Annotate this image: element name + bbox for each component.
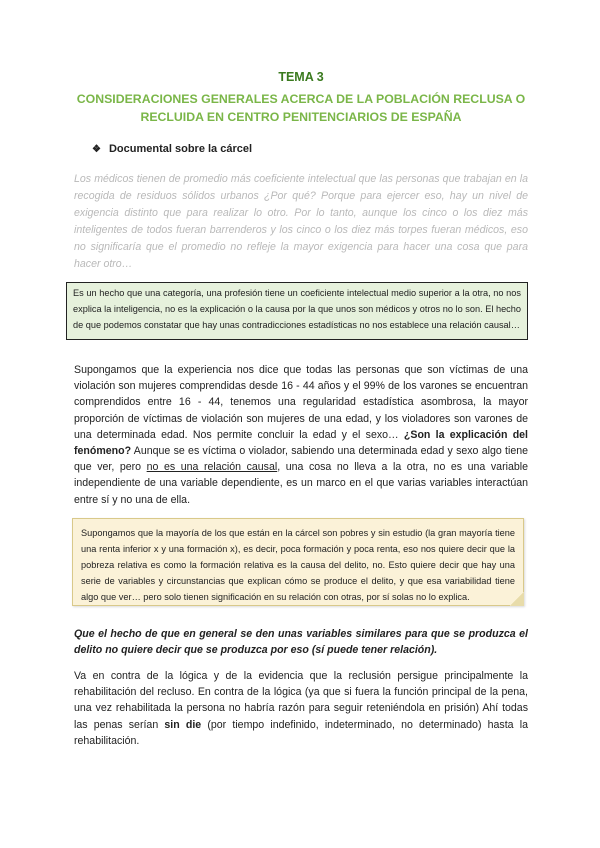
page-curl-icon (510, 592, 524, 606)
green-note-box: Es un hecho que una categoría, una profesión tiene un coeficiente intelectual medio superior a la otra, no nos explica la inteligencia, no es la explicación o la causa por la que unos son médicos y otros no lo son. El hecho de que podemos constatar que hay unas contradicciones estadísticas no nos establece una relación causal… (66, 282, 528, 340)
paragraph-text: (por tiempo indefinido, indeterminado, no determinado) hasta la rehabilitación. (74, 718, 528, 747)
diamond-bullet-icon: ❖ (92, 143, 101, 155)
bold-question: ¿Son la explicación del fenómeno? (74, 428, 528, 458)
faded-paragraph: Los médicos tienen de promedio más coeficiente intelectual que las personas que trabajan en la recogida de residuos sólidos urbanos ¿Por qué? Porque para ejercer eso, hay un nivel de exigencia distinto que para realizar lo otro. Por lo tanto, aunque los cinco o los diez más inteligentes de todos fueran barrenderos y los cinco o los diez más torpes fueran médicos, eso no significaría que el promedio no refleje la mayor exigencia para hacer una cosa que para hacer otro… (74, 173, 528, 270)
paragraph-text: , una cosa no lleva a la otra, no es una variable independiente de una variable dependiente, es un marco en el que varias variables interactúan entre sí y no una de ella. (74, 461, 528, 506)
paragraph-rehabilitation (74, 668, 528, 749)
yellow-note-text: Supongamos que la mayoría de los que están en la cárcel son pobres y sin estudio (la gran mayoría tiene una renta inferior x y una formación x), es decir, poca formación y poca renta, eso nos quiere decir que la pobreza relativa es como la formación relativa es la causa del delito, no. Esto quiere decir que hay una serie de variables y circunstancias que explican cómo se produce el delito, y que esa variabilidad tiene algo que ver… pero solo tienen significación en su relación con otras, por sí solas no lo explica. (81, 528, 515, 602)
emphasis-paragraph: Que el hecho de que en general se den unas variables similares para que se produzca el delito no quiere decir que se produzca por eso (sí puede tener relación). (74, 628, 528, 657)
topic-title-line-1: CONSIDERACIONES GENERALES ACERCA DE LA POBLACIÓN RECLUSA O (76, 92, 526, 106)
paragraph-text: Va en contra de la lógica y de la evidencia que la reclusión persigue principalmente la rehabilitación del recluso. En contra de la lógica (ya que si fuera la función principal de la pena, una vez rehabilitada la persona no habría razón para seguir reteniéndola en prisión) Ahí todas las penas serían (74, 670, 528, 731)
section-bullet (92, 143, 252, 155)
paragraph-statistics (74, 362, 528, 508)
paragraph-text: Supongamos que la experiencia nos dice que todas las personas que son víctimas de una violación son mujeres comprendidas desde 16 - 44 años y el 99% de los varones se encuentran comprendidos entre 16 - 44, tenemos una regularidad estadística asombrosa, la mayor proporción de víctimas de violación son mujeres de una edad, y los violadores son varones de una determinada edad. Nos permite concluir la edad y el sexo… (74, 364, 528, 441)
topic-title (74, 90, 528, 126)
yellow-note-box (72, 518, 524, 606)
topic-number: TEMA 3 (278, 70, 324, 84)
paragraph-text: Aunque se es víctima o violador, sabiendo una determinada edad y sexo algo tiene que ver, pero (74, 445, 528, 474)
bold-term: sin die (164, 718, 202, 731)
topic-title-line-2: RECLUIDA EN CENTRO PENITENCIARIOS DE ESPAÑA (140, 110, 462, 124)
underlined-phrase: no es una relación causal (146, 461, 278, 474)
section-heading: Documental sobre la cárcel (108, 143, 253, 155)
